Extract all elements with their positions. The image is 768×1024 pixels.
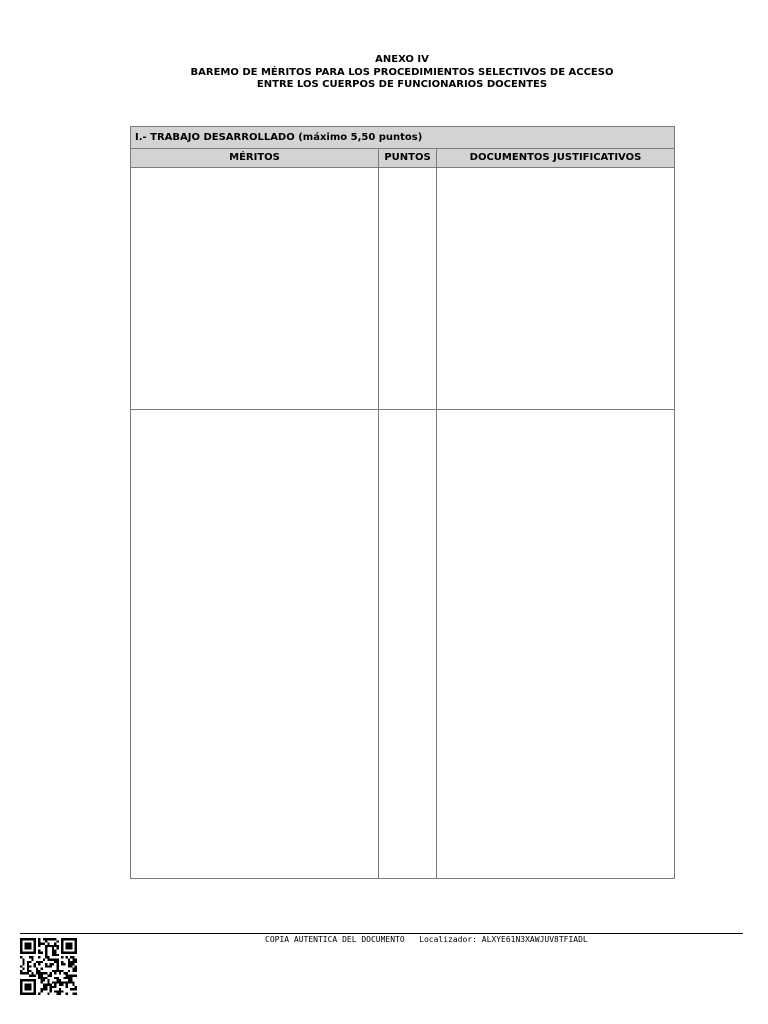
table-cell-puntos-2 bbox=[378, 409, 437, 879]
merits-table bbox=[130, 126, 675, 879]
qr-code-icon bbox=[20, 938, 77, 995]
locator-value: ALXYE61N3XAWJUV8TFIADL bbox=[481, 935, 588, 944]
table-cell-meritos-1 bbox=[130, 167, 379, 410]
scale-subtitle: ENTRE LOS CUERPOS DE FUNCIONARIOS DOCENTES bbox=[256, 79, 548, 90]
copy-label: COPIA AUTENTICA DEL DOCUMENTO bbox=[265, 935, 405, 944]
locator-label: Localizador: bbox=[419, 935, 477, 944]
table-cell-documentos-1 bbox=[436, 167, 675, 410]
section-title: I.- TRABAJO DESARROLLADO (máximo 5,50 puntos) bbox=[130, 126, 675, 149]
annex-title: ANEXO IV bbox=[375, 54, 429, 65]
column-header-documentos: DOCUMENTOS JUSTIFICATIVOS bbox=[436, 148, 675, 168]
column-header-puntos: PUNTOS bbox=[378, 148, 437, 168]
footer-verification bbox=[265, 935, 588, 945]
footer-divider bbox=[20, 933, 743, 934]
table-cell-puntos-1 bbox=[378, 167, 437, 410]
table-cell-meritos-2 bbox=[130, 409, 379, 879]
column-header-meritos: MÉRITOS bbox=[130, 148, 379, 168]
document-header bbox=[0, 54, 768, 92]
table-cell-documentos-2 bbox=[436, 409, 675, 879]
scale-title: BAREMO DE MÉRITOS PARA LOS PROCEDIMIENTOS SELECTIVOS DE ACCESO bbox=[190, 66, 614, 78]
